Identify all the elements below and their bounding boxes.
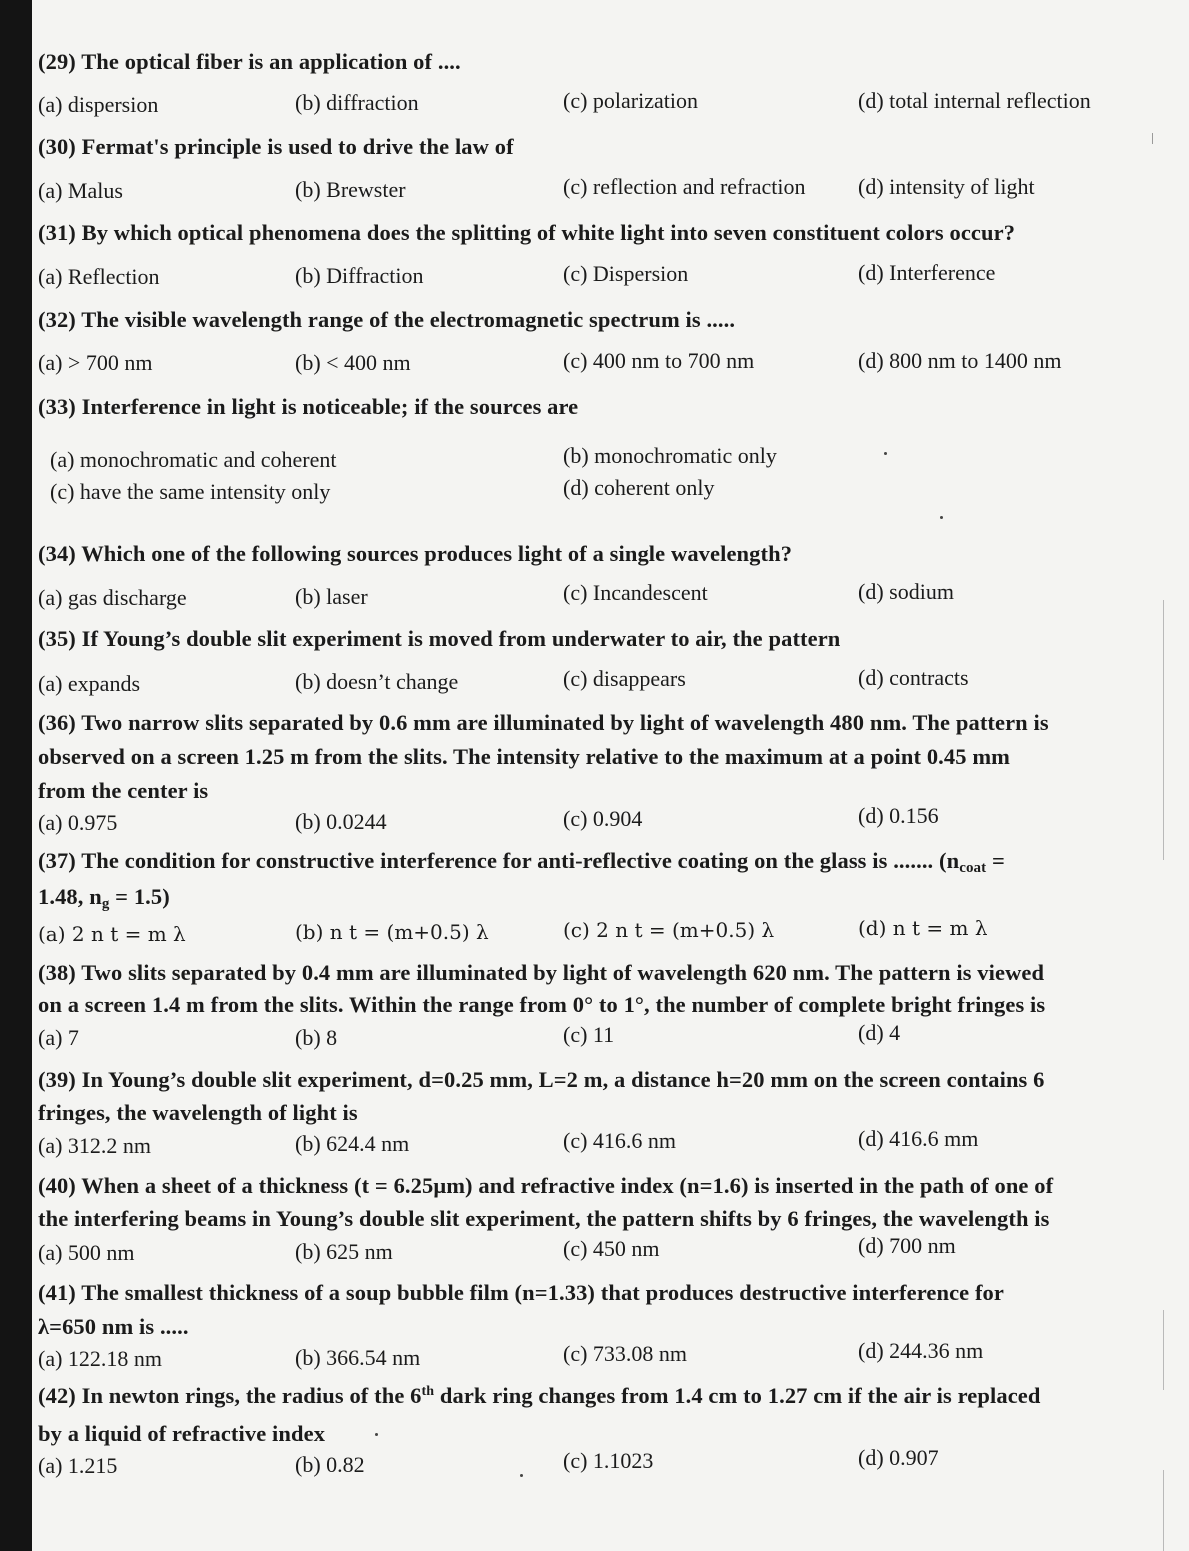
- question-41-option-c[interactable]: (c) 733.08 nm: [563, 1341, 688, 1366]
- question-33-stem: (33) Interference in light is noticeable; if the sources are: [38, 394, 579, 419]
- question-38-option-b[interactable]: (b) 8: [295, 1025, 338, 1050]
- question-37-option-d[interactable]: (d) n t = m λ: [858, 916, 988, 940]
- scan-edge-line: [1163, 1310, 1164, 1390]
- question-42-option-a[interactable]: (a) 1.215: [38, 1453, 118, 1478]
- question-29-stem: (29) The optical fiber is an application of ....: [38, 49, 461, 74]
- question-38-option-d[interactable]: (d) 4: [858, 1020, 901, 1045]
- scan-speck: [520, 1474, 523, 1477]
- question-37-stem-line-1: [38, 848, 1005, 877]
- question-41-option-b[interactable]: (b) 366.54 nm: [295, 1345, 421, 1370]
- question-33-option-b[interactable]: (b) monochromatic only: [563, 443, 777, 468]
- scan-speck: [884, 452, 887, 455]
- question-38-stem-line-2: on a screen 1.4 m from the slits. Within the range from 0° to 1°, the number of complete bright fringes is: [38, 992, 1046, 1017]
- scan-edge-line: [1163, 600, 1164, 860]
- question-30-option-c[interactable]: (c) reflection and refraction: [563, 174, 806, 199]
- n-g-subscript: g: [101, 896, 110, 912]
- question-39-stem-line-1: (39) In Young’s double slit experiment, d=0.25 mm, L=2 m, a distance h=20 mm on the screen contains 6: [38, 1067, 1045, 1092]
- question-36-option-b[interactable]: (b) 0.0244: [295, 809, 387, 834]
- question-37-option-b[interactable]: (b) n t = (m+0.5) λ: [295, 920, 489, 944]
- question-33-option-d[interactable]: (d) coherent only: [563, 475, 715, 500]
- scan-edge-line: [1163, 1470, 1164, 1551]
- question-34-option-c[interactable]: (c) Incandescent: [563, 580, 708, 605]
- question-42-stem-text: (42) In newton rings, the radius of the 6: [38, 1383, 422, 1408]
- question-34-option-a[interactable]: (a) gas discharge: [38, 585, 187, 610]
- question-42-option-c[interactable]: (c) 1.1023: [563, 1448, 654, 1473]
- question-42-stem-rest: dark ring changes from 1.4 cm to 1.27 cm if the air is replaced: [434, 1383, 1041, 1408]
- question-40-option-a[interactable]: (a) 500 nm: [38, 1240, 135, 1265]
- question-35-option-b[interactable]: (b) doesn’t change: [295, 669, 459, 694]
- question-34-option-d[interactable]: (d) sodium: [858, 579, 954, 604]
- question-37-stem-line-2: [38, 884, 170, 913]
- question-34-stem: (34) Which one of the following sources produces light of a single wavelength?: [38, 541, 793, 566]
- question-41-option-d[interactable]: (d) 244.36 nm: [858, 1338, 984, 1363]
- question-42-stem-line-2: by a liquid of refractive index: [38, 1421, 326, 1446]
- question-39-option-c[interactable]: (c) 416.6 nm: [563, 1128, 677, 1153]
- question-41-stem-line-2: λ=650 nm is .....: [38, 1314, 189, 1339]
- question-42-option-d[interactable]: (d) 0.907: [858, 1445, 939, 1470]
- question-35-option-d[interactable]: (d) contracts: [858, 665, 969, 690]
- question-37-stem-text-2: 1.48, n: [38, 884, 102, 909]
- question-36-stem-line-3: from the center is: [38, 778, 209, 803]
- question-32-option-c[interactable]: (c) 400 nm to 700 nm: [563, 348, 755, 373]
- th-superscript: th: [421, 1384, 435, 1399]
- question-37-option-c[interactable]: (c) 2 n t = (m+0.5) λ: [563, 918, 775, 942]
- question-42-stem-line-1: [38, 1383, 1041, 1409]
- question-31-option-d[interactable]: (d) Interference: [858, 260, 996, 285]
- question-37-option-a[interactable]: (a) 2 n t = m λ: [38, 922, 186, 946]
- question-30-option-d[interactable]: (d) intensity of light: [858, 174, 1035, 199]
- question-30-option-a[interactable]: (a) Malus: [38, 178, 123, 203]
- question-40-stem-line-2: the interfering beams in Young’s double slit experiment, the pattern shifts by 6 fringes, the wavelength is: [38, 1206, 1050, 1231]
- question-32-option-b[interactable]: (b) < 400 nm: [295, 350, 411, 375]
- question-38-option-a[interactable]: (a) 7: [38, 1025, 79, 1050]
- question-31-option-a[interactable]: (a) Reflection: [38, 264, 160, 289]
- question-38-stem-line-1: (38) Two slits separated by 0.4 mm are illuminated by light of wavelength 620 nm. The pattern is viewed: [38, 960, 1045, 985]
- question-29-option-c[interactable]: (c) polarization: [563, 88, 698, 113]
- scan-edge-tick: [1152, 133, 1153, 144]
- question-32-stem: (32) The visible wavelength range of the electromagnetic spectrum is .....: [38, 307, 736, 332]
- question-31-option-b[interactable]: (b) Diffraction: [295, 263, 424, 288]
- question-37-equals: =: [986, 848, 1005, 873]
- question-36-option-d[interactable]: (d) 0.156: [858, 803, 939, 828]
- question-39-option-d[interactable]: (d) 416.6 mm: [858, 1126, 979, 1151]
- scan-speck: [375, 1433, 378, 1436]
- question-32-option-a[interactable]: (a) > 700 nm: [38, 350, 153, 375]
- question-40-option-d[interactable]: (d) 700 nm: [858, 1233, 956, 1258]
- question-34-option-b[interactable]: (b) laser: [295, 584, 368, 609]
- question-30-option-b[interactable]: (b) Brewster: [295, 177, 406, 202]
- question-36-option-a[interactable]: (a) 0.975: [38, 810, 118, 835]
- question-29-option-a[interactable]: (a) dispersion: [38, 92, 159, 117]
- question-35-option-c[interactable]: (c) disappears: [563, 666, 686, 691]
- question-35-option-a[interactable]: (a) expands: [38, 671, 141, 696]
- question-40-stem-line-1: (40) When a sheet of a thickness (t = 6.25μm) and refractive index (n=1.6) is inserted in the path of one of: [38, 1173, 1054, 1198]
- question-38-option-c[interactable]: (c) 11: [563, 1022, 615, 1047]
- question-41-option-a[interactable]: (a) 122.18 nm: [38, 1346, 163, 1371]
- question-36-stem-line-2: observed on a screen 1.25 m from the slits. The intensity relative to the maximum at a point 0.45 mm: [38, 744, 1011, 769]
- question-42-option-b[interactable]: (b) 0.82: [295, 1452, 365, 1477]
- question-39-stem-line-2: fringes, the wavelength of light is: [38, 1100, 358, 1125]
- question-32-option-d[interactable]: (d) 800 nm to 1400 nm: [858, 348, 1062, 373]
- question-31-stem: (31) By which optical phenomena does the splitting of white light into seven constituent colors occur?: [38, 220, 1016, 245]
- question-40-option-b[interactable]: (b) 625 nm: [295, 1239, 393, 1264]
- n-coat-subscript: coat: [959, 860, 987, 876]
- question-37-stem-text: (37) The condition for constructive interference for anti-reflective coating on the glass is ....... (n: [38, 848, 960, 873]
- question-29-option-d[interactable]: (d) total internal reflection: [858, 88, 1091, 113]
- question-33-option-c[interactable]: (c) have the same intensity only: [50, 479, 331, 504]
- question-29-option-b[interactable]: (b) diffraction: [295, 90, 419, 115]
- question-36-option-c[interactable]: (c) 0.904: [563, 806, 643, 831]
- question-37-equals-2: = 1.5): [109, 884, 170, 909]
- question-33-option-a[interactable]: (a) monochromatic and coherent: [50, 447, 337, 472]
- scan-speck: [940, 516, 943, 519]
- question-30-stem: (30) Fermat's principle is used to drive the law of: [38, 134, 514, 159]
- question-35-stem: (35) If Young’s double slit experiment is moved from underwater to air, the pattern: [38, 626, 841, 651]
- question-31-option-c[interactable]: (c) Dispersion: [563, 261, 689, 286]
- question-39-option-a[interactable]: (a) 312.2 nm: [38, 1133, 152, 1158]
- question-40-option-c[interactable]: (c) 450 nm: [563, 1236, 660, 1261]
- question-41-stem-line-1: (41) The smallest thickness of a soup bubble film (n=1.33) that produces destructive interference for: [38, 1280, 1004, 1305]
- scan-dark-margin: [0, 0, 32, 1551]
- question-36-stem-line-1: (36) Two narrow slits separated by 0.6 mm are illuminated by light of wavelength 480 nm. The pattern is: [38, 710, 1049, 735]
- question-39-option-b[interactable]: (b) 624.4 nm: [295, 1131, 410, 1156]
